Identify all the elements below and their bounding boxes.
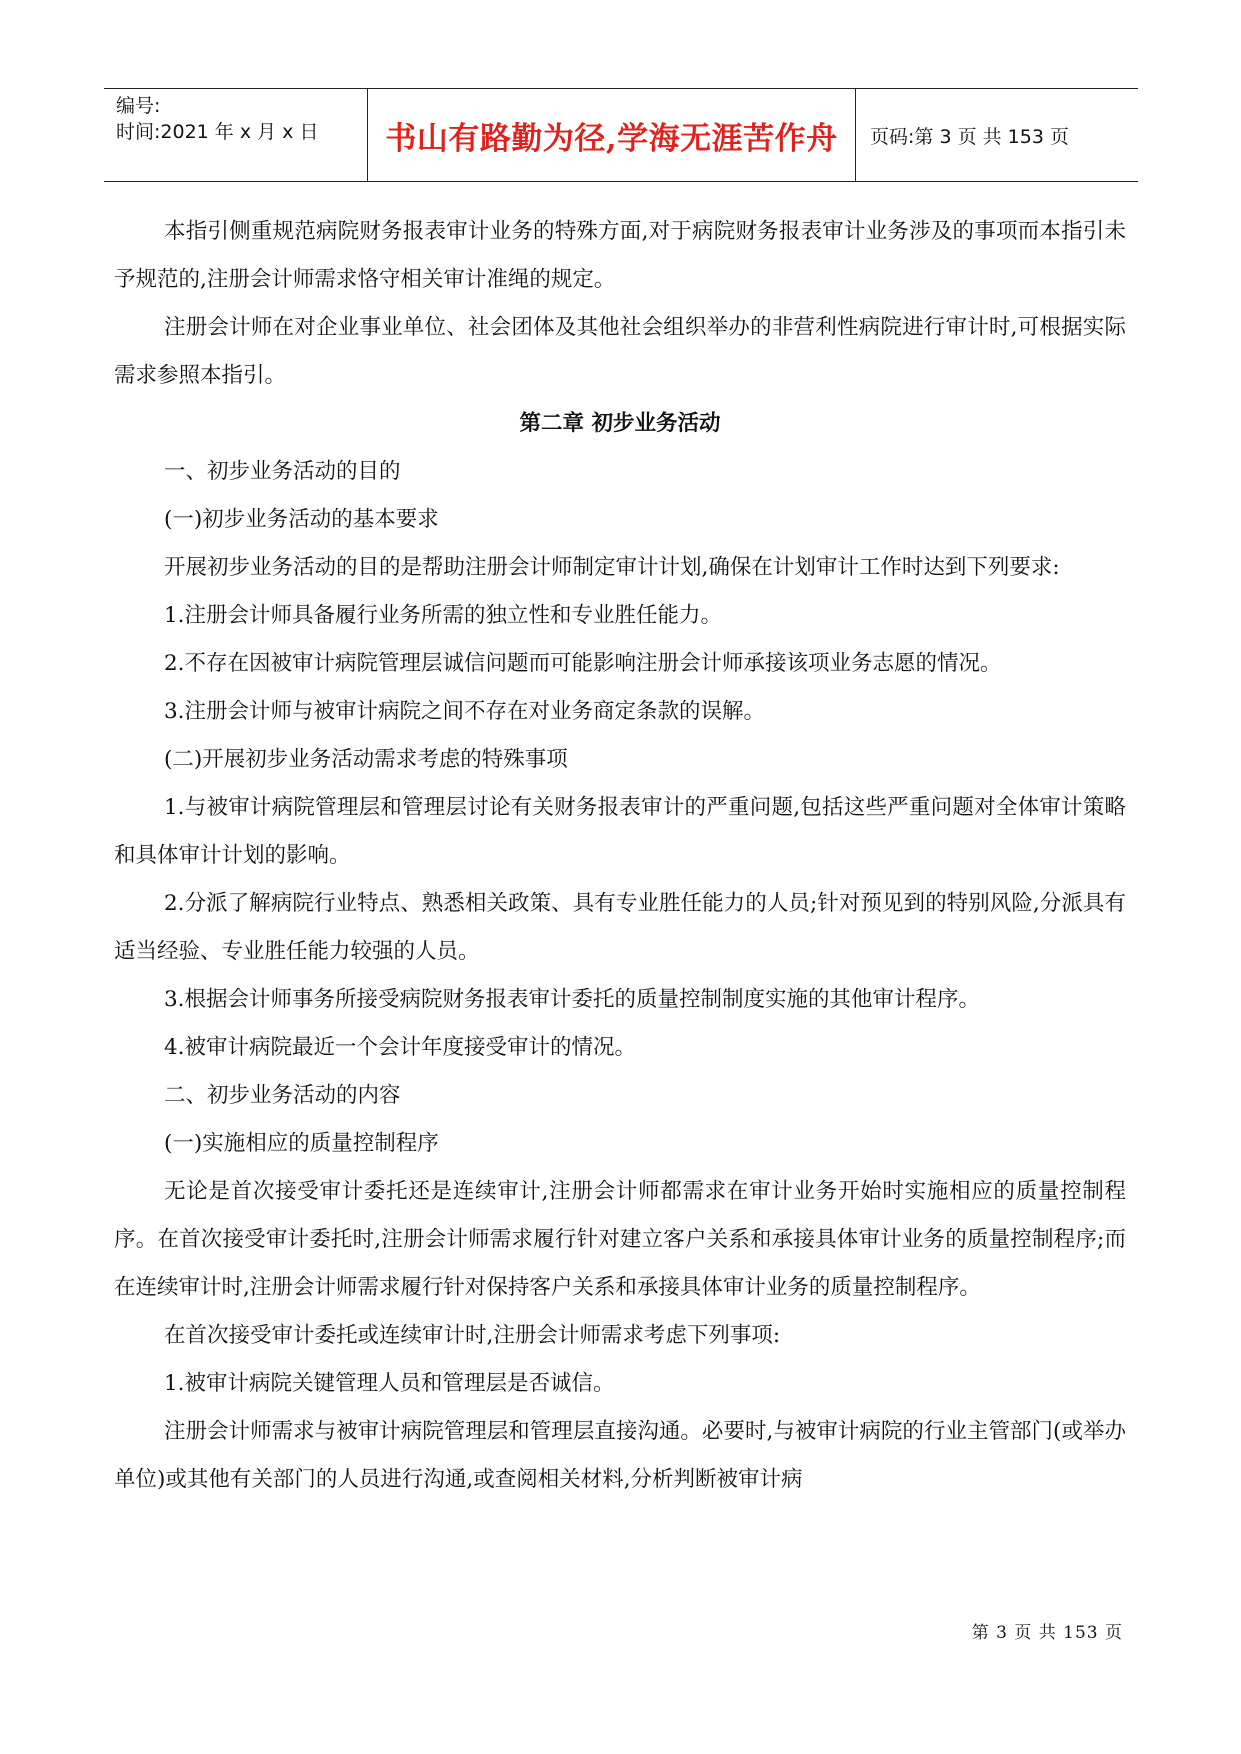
list-item: 1.被审计病院关键管理人员和管理层是否诚信。 — [164, 1371, 615, 1396]
paragraph: 注册会计师在对企业事业单位、社会团体及其他社会组织举办的非营利性病院进行审计时,可根据实际需求参照本指引。 — [114, 315, 1126, 388]
list-item: 1.注册会计师具备履行业务所需的独立性和专业胜任能力。 — [164, 603, 723, 628]
section-heading: 一、初步业务活动的目的 — [164, 459, 401, 484]
paragraph: 本指引侧重规范病院财务报表审计业务的特殊方面,对于病院财务报表审计业务涉及的事项而本指引未予规范的,注册会计师需求恪守相关审计准绳的规定。 — [114, 219, 1126, 292]
page-footer: 第 3 页 共 153 页 — [971, 1623, 1123, 1643]
document-number-label: 编号: — [116, 95, 161, 117]
section-heading: 二、初步业务活动的内容 — [164, 1083, 401, 1108]
paragraph: 无论是首次接受审计委托还是连续审计,注册会计师都需求在审计业务开始时实施相应的质量控制程序。在首次接受审计委托时,注册会计师需求履行针对建立客户关系和承接具体审计业务的质量控制程序;而在连续审计时,注册会计师需求履行针对保持客户关系和承接具体审计业务的质量控制程序。 — [114, 1179, 1126, 1300]
list-item: 3.根据会计师事务所接受病院财务报表审计委托的质量控制制度实施的其他审计程序。 — [164, 987, 981, 1012]
paragraph: 在首次接受审计委托或连续审计时,注册会计师需求考虑下列事项: — [164, 1323, 781, 1348]
paragraph: 注册会计师需求与被审计病院管理层和管理层直接沟通。必要时,与被审计病院的行业主管部门(或举办单位)或其他有关部门的人员进行沟通,或查阅相关材料,分析判断被审计病 — [114, 1419, 1126, 1492]
paragraph: 开展初步业务活动的目的是帮助注册会计师制定审计计划,确保在计划审计工作时达到下列要求: — [164, 555, 1060, 580]
subsection-heading: (一)实施相应的质量控制程序 — [164, 1131, 439, 1156]
list-item: 1.与被审计病院管理层和管理层讨论有关财务报表审计的严重问题,包括这些严重问题对全体审计策略和具体审计计划的影响。 — [114, 795, 1126, 868]
header-meta — [104, 89, 368, 181]
chapter-heading: 第二章 初步业务活动 — [519, 411, 721, 436]
document-body — [114, 208, 1126, 1504]
list-item: 4.被审计病院最近一个会计年度接受审计的情况。 — [164, 1035, 637, 1060]
document-time-label: 时间:2021 年 x 月 x 日 — [116, 121, 319, 143]
list-item: 2.不存在因被审计病院管理层诚信问题而可能影响注册会计师承接该项业务志愿的情况。 — [164, 651, 1002, 676]
header-page-number: 页码:第 3 页 共 153 页 — [870, 125, 1069, 148]
subsection-heading: (二)开展初步业务活动需求考虑的特殊事项 — [164, 747, 568, 772]
list-item: 2.分派了解病院行业特点、熟悉相关政策、具有专业胜任能力的人员;针对预见到的特别风险,分派具有适当经验、专业胜任能力较强的人员。 — [114, 891, 1126, 964]
header-motto: 书山有路勤为径,学海无涯苦作舟 — [368, 89, 856, 181]
list-item: 3.注册会计师与被审计病院之间不存在对业务商定条款的误解。 — [164, 699, 766, 724]
document-header — [104, 88, 1138, 182]
subsection-heading: (一)初步业务活动的基本要求 — [164, 507, 439, 532]
